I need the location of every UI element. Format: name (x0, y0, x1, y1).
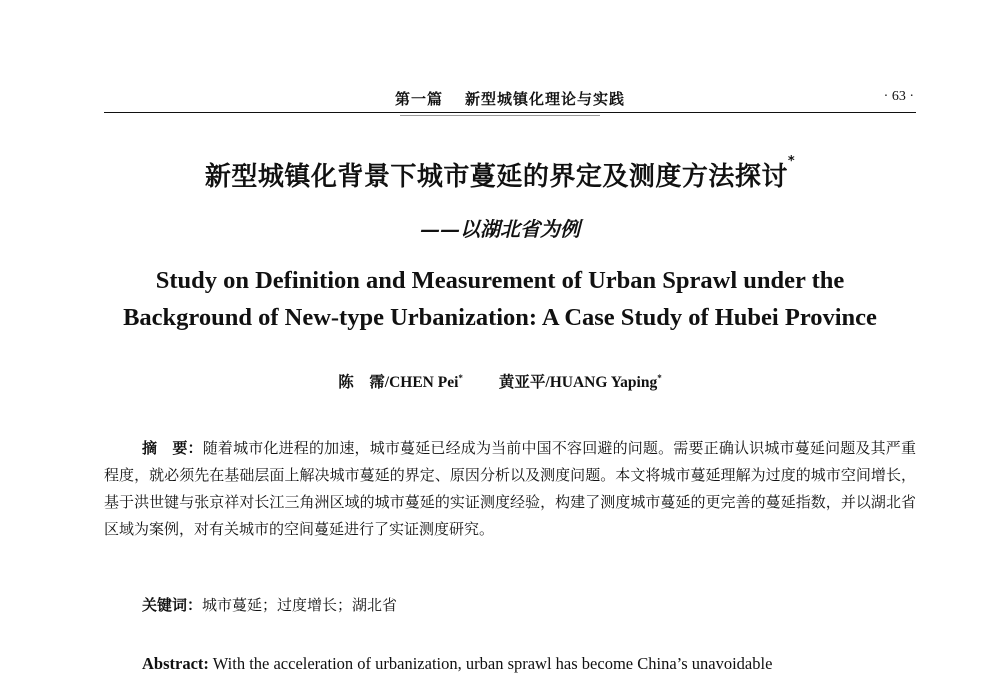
author-1 (338, 370, 463, 392)
abstract-chinese (104, 435, 916, 543)
title-footnote-mark: * (787, 154, 796, 169)
author-name: 黄亚平/HUANG Yaping (498, 374, 658, 391)
keywords-chinese (142, 594, 397, 615)
abstract-en-label: Abstract: (142, 654, 209, 673)
paper-title-english (60, 262, 940, 336)
paper-title-chinese (0, 156, 1000, 193)
abstract-text: 随着城市化进程的加速，城市蔓延已经成为当前中国不容回避的问题。需要正确认识城市蔓延问题及其严重程度，就必须先在基础层面上解决城市蔓延的界定、原因分析以及测度问题。本文将城市蔓延理解为过度的城市空间增长，基于洪世键与张京祥对长江三角洲区域的城市蔓延的实证测度经验，构建了测度城市蔓延的更完善的蔓延指数，并以湖北省区域为案例，对有关城市的空间蔓延进行了实证测度研究。 (104, 439, 916, 538)
abstract-en-text: With the acceleration of urbanization, urban sprawl has become China’s unavoidable (212, 654, 773, 673)
abstract-english (104, 651, 916, 677)
section-part: 第一篇 (394, 90, 443, 108)
english-title-line-1: Study on Definition and Measurement of Urban Sprawl under the (155, 267, 845, 294)
author-mark: * (458, 372, 463, 383)
author-mark: * (657, 372, 662, 383)
section-heading (104, 88, 916, 109)
abstract-label: 摘 要： (142, 439, 203, 457)
running-header (104, 86, 916, 112)
page-number: · 63 · (883, 89, 914, 104)
author-2 (499, 370, 662, 392)
header-rule (104, 112, 916, 113)
paper-subtitle-chinese: ——以湖北省为例 (420, 217, 580, 241)
keywords-text: 城市蔓延；过度增长；湖北省 (202, 596, 398, 614)
section-title: 新型城镇化理论与实践 (465, 90, 626, 108)
title-text: 新型城镇化背景下城市蔓延的界定及测度方法探讨 (204, 162, 788, 192)
header-rule-secondary (400, 115, 600, 116)
keywords-label: 关键词： (142, 596, 203, 614)
english-title-line-2: Background of New-type Urbanization: A Case Study of Hubei Province (123, 304, 877, 331)
author-list (0, 370, 1000, 392)
author-name: 陈 霈/CHEN Pei (338, 374, 459, 391)
